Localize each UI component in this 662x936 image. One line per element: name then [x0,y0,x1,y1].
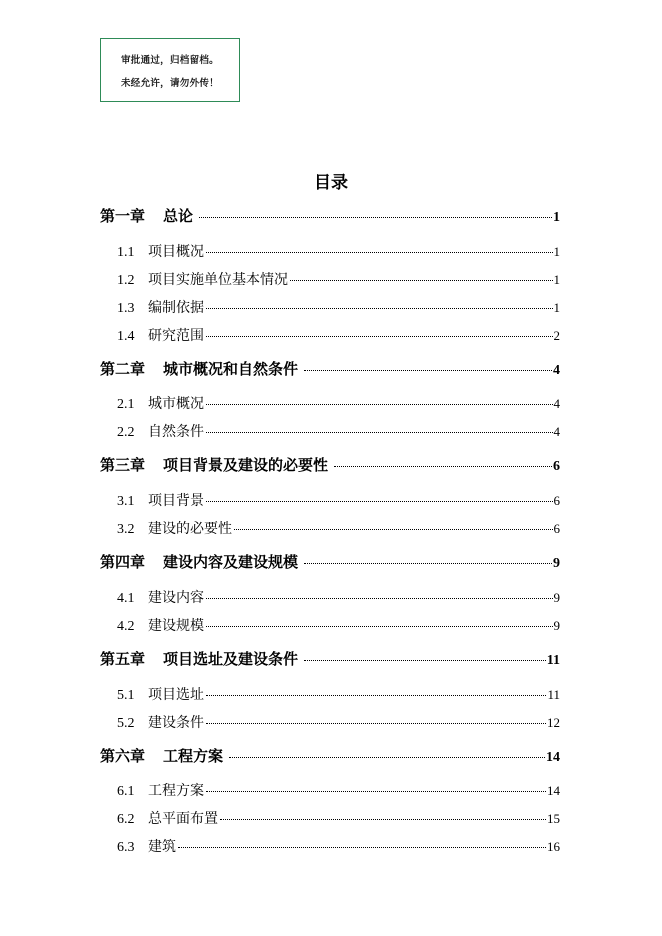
toc-entry-number: 2.1 [117,397,135,412]
toc-chapter-entry[interactable] [0,454,662,474]
toc-page-number: 4 [553,396,560,411]
toc-page-number: 14 [546,750,560,765]
toc-section-entry[interactable] [0,587,662,607]
dot-leader [304,563,552,564]
dot-leader [229,757,545,758]
toc-page-number: 9 [553,618,560,633]
toc-entry-content [100,358,560,379]
toc-entry-title: 项目选址及建设条件 [163,650,299,668]
dot-leader [206,501,553,502]
toc-entry-content [117,684,560,704]
toc-chapter-entry[interactable] [0,205,662,225]
toc-entry-title: 城市概况和自然条件 [163,360,299,378]
toc-page-number: 6 [553,521,560,536]
dot-leader [206,308,553,309]
toc-entry-title: 项目背景 [148,493,204,509]
toc-chapter-entry[interactable] [0,358,662,378]
toc-entry-number: 第一章 [100,207,146,225]
toc-page-number: 12 [547,715,560,730]
toc-section-entry[interactable] [0,780,662,800]
dot-leader [206,432,553,433]
toc-page-number: 6 [553,459,560,474]
dot-leader [334,466,552,467]
toc-entry-number: 3.1 [117,494,135,509]
toc-chapter-entry[interactable] [0,745,662,765]
dot-leader [206,695,546,696]
toc-entry-title: 建设内容 [148,590,204,606]
toc-section-entry[interactable] [0,325,662,345]
toc-page-number: 1 [553,244,560,259]
toc-entry-title: 项目背景及建设的必要性 [163,456,329,474]
toc-entry-content [117,587,560,607]
toc-title: 目录 [314,173,348,193]
toc-entry-title: 工程方案 [163,747,224,765]
toc-entry-number: 第六章 [100,747,146,765]
dot-leader [234,529,553,530]
toc-entry-number: 3.2 [117,522,135,537]
toc-section-entry[interactable] [0,712,662,732]
dot-leader [220,819,546,820]
toc-entry-number: 6.3 [117,840,135,855]
toc-entry-title: 项目选址 [148,687,204,703]
toc-page-number: 6 [553,493,560,508]
toc-entry-number: 6.1 [117,784,135,799]
toc-entry-content [117,712,560,732]
toc-page-number: 9 [553,590,560,605]
dot-leader [206,404,553,405]
toc-section-entry[interactable] [0,297,662,317]
toc-entry-content [100,205,560,226]
toc-page-number: 11 [547,687,560,702]
toc-entry-number: 第四章 [100,553,146,571]
toc-entry-content [100,551,560,572]
toc-entry-title: 建设条件 [148,715,204,731]
toc-chapter-entry[interactable] [0,551,662,571]
toc-entry-number: 1.2 [117,273,135,288]
stamp-line-1: 审批通过，归档留档。 [120,54,219,66]
toc-entry-title: 编制依据 [148,300,204,316]
toc-page-number: 2 [553,328,560,343]
toc-entry-content [100,745,560,766]
dot-leader [304,660,546,661]
toc-entry-title: 建设内容及建设规模 [163,553,299,571]
stamp-line-2: 未经允许，请勿外传！ [120,77,219,89]
toc-entry-number: 1.1 [117,245,135,260]
toc-entry-number: 第三章 [100,456,146,474]
toc-page-number: 11 [546,653,560,668]
toc-page-number: 1 [553,300,560,315]
toc-section-entry[interactable] [0,269,662,289]
toc-entry-number: 第二章 [100,360,146,378]
toc-entry-content [117,421,560,441]
toc-section-entry[interactable] [0,518,662,538]
toc-entry-content [117,808,560,828]
toc-entry-title: 建设规模 [148,618,204,634]
toc-entry-title: 总平面布置 [148,811,218,827]
toc-entry-content [117,325,560,345]
toc-page-number: 9 [553,556,560,571]
toc-entry-content [117,490,560,510]
toc-entry-title: 研究范围 [148,328,204,344]
toc-entry-content [117,269,560,289]
toc-section-entry[interactable] [0,836,662,856]
toc-entry-number: 4.1 [117,591,135,606]
toc-entry-content [117,615,560,635]
toc-page-number: 1 [553,210,560,225]
toc-entry-content [100,648,560,669]
dot-leader [178,847,546,848]
dot-leader [206,723,546,724]
toc-entry-content [117,297,560,317]
toc-entry-title: 自然条件 [148,424,204,440]
toc-page-number: 16 [547,839,560,854]
toc-entry-number: 4.2 [117,619,135,634]
toc-entry-title: 城市概况 [148,396,204,412]
toc-chapter-entry[interactable] [0,648,662,668]
toc-page-number: 15 [547,811,560,826]
dot-leader [206,598,553,599]
dot-leader [206,336,553,337]
toc-entry-number: 1.4 [117,329,135,344]
toc-entry-content [100,454,560,475]
toc-page-number: 14 [547,783,560,798]
dot-leader [206,252,553,253]
toc-section-entry[interactable] [0,421,662,441]
toc-page-number: 4 [553,363,560,378]
toc-entry-number: 5.2 [117,716,135,731]
toc-section-entry[interactable] [0,490,662,510]
dot-leader [206,791,546,792]
toc-entry-title: 总论 [163,207,194,225]
toc-section-entry[interactable] [0,615,662,635]
toc-entry-number: 2.2 [117,425,135,440]
toc-entry-content [117,241,560,261]
toc-section-entry[interactable] [0,808,662,828]
toc-entry-content [117,393,560,413]
dot-leader [304,370,552,371]
toc-entry-title: 建筑 [148,839,176,855]
toc-page-number: 4 [553,424,560,439]
toc-entry-number: 5.1 [117,688,135,703]
toc-entry-title: 工程方案 [148,783,204,799]
toc-entry-number: 第五章 [100,650,146,668]
toc-section-entry[interactable] [0,241,662,261]
toc-page-number: 1 [553,272,560,287]
toc-entry-title: 建设的必要性 [148,521,232,537]
toc-entry-number: 1.3 [117,301,135,316]
dot-leader [199,217,552,218]
toc-entry-content [117,836,560,856]
toc-entry-content [117,518,560,538]
toc-entry-title: 项目实施单位基本情况 [148,272,288,288]
toc-entry-content [117,780,560,800]
toc-section-entry[interactable] [0,393,662,413]
dot-leader [290,280,553,281]
toc-entry-number: 6.2 [117,812,135,827]
dot-leader [206,626,553,627]
archive-stamp [100,38,240,102]
toc-entry-title: 项目概况 [148,244,204,260]
toc-section-entry[interactable] [0,684,662,704]
